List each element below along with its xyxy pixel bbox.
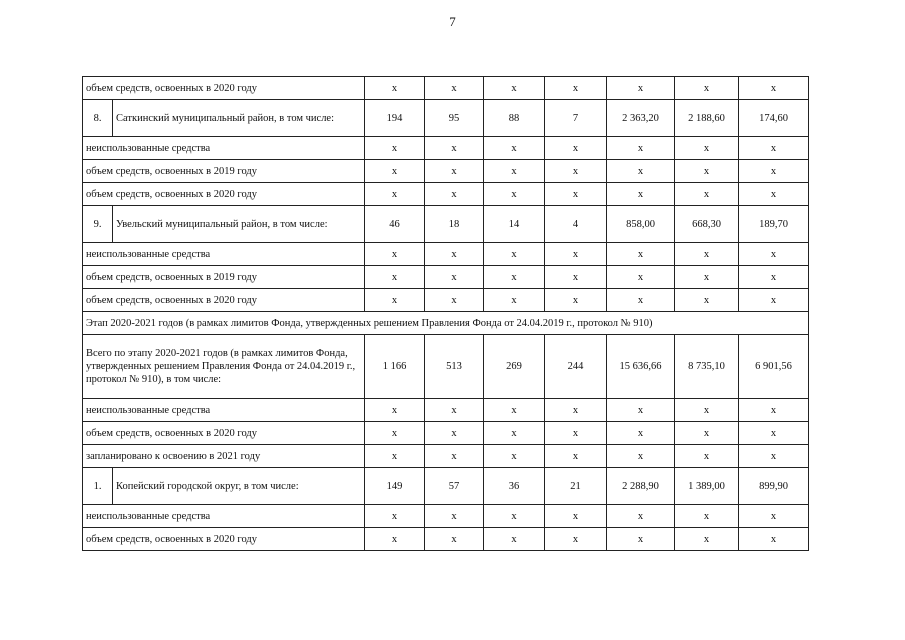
value-cell: 7 bbox=[545, 100, 607, 137]
value-cell: x bbox=[425, 289, 484, 312]
value-cell: 858,00 bbox=[607, 206, 675, 243]
value-cell: x bbox=[739, 77, 809, 100]
row-label: объем средств, освоенных в 2020 году bbox=[83, 289, 365, 312]
value-cell: 244 bbox=[545, 335, 607, 399]
value-cell: x bbox=[739, 137, 809, 160]
row-label: неиспользованные средства bbox=[83, 243, 365, 266]
value-cell: x bbox=[675, 445, 739, 468]
value-cell: x bbox=[607, 445, 675, 468]
value-cell: x bbox=[425, 77, 484, 100]
sub-row bbox=[83, 137, 809, 160]
value-cell: x bbox=[365, 77, 425, 100]
value-cell: 15 636,66 bbox=[607, 335, 675, 399]
value-cell: x bbox=[365, 289, 425, 312]
value-cell: 189,70 bbox=[739, 206, 809, 243]
value-cell: 174,60 bbox=[739, 100, 809, 137]
sub-row bbox=[83, 505, 809, 528]
sub-row bbox=[83, 289, 809, 312]
value-cell: x bbox=[425, 266, 484, 289]
program-table bbox=[82, 76, 809, 551]
value-cell: 46 bbox=[365, 206, 425, 243]
value-cell: x bbox=[484, 243, 545, 266]
value-cell: 8 735,10 bbox=[675, 335, 739, 399]
value-cell: x bbox=[607, 289, 675, 312]
row-label: объем средств, освоенных в 2020 году bbox=[83, 528, 365, 551]
value-cell: x bbox=[545, 137, 607, 160]
row-label: неиспользованные средства bbox=[83, 399, 365, 422]
value-cell: x bbox=[607, 266, 675, 289]
value-cell: 194 bbox=[365, 100, 425, 137]
value-cell: 95 bbox=[425, 100, 484, 137]
value-cell: x bbox=[484, 289, 545, 312]
value-cell: x bbox=[484, 160, 545, 183]
municipality-row bbox=[83, 100, 809, 137]
value-cell: x bbox=[607, 399, 675, 422]
sub-row bbox=[83, 183, 809, 206]
value-cell: 6 901,56 bbox=[739, 335, 809, 399]
value-cell: x bbox=[425, 445, 484, 468]
value-cell: x bbox=[675, 266, 739, 289]
value-cell: x bbox=[607, 505, 675, 528]
value-cell: x bbox=[425, 243, 484, 266]
row-label: объем средств, освоенных в 2019 году bbox=[83, 266, 365, 289]
value-cell: x bbox=[545, 422, 607, 445]
value-cell: x bbox=[739, 445, 809, 468]
value-cell: x bbox=[484, 399, 545, 422]
value-cell: x bbox=[607, 77, 675, 100]
sub-row bbox=[83, 266, 809, 289]
row-index: 9. bbox=[83, 206, 113, 243]
value-cell: x bbox=[545, 399, 607, 422]
row-label: Копейский городской округ, в том числе: bbox=[113, 468, 365, 505]
value-cell: x bbox=[739, 183, 809, 206]
value-cell: x bbox=[425, 505, 484, 528]
value-cell: x bbox=[545, 183, 607, 206]
value-cell: x bbox=[425, 183, 484, 206]
value-cell: x bbox=[545, 505, 607, 528]
value-cell: x bbox=[739, 243, 809, 266]
sub-row bbox=[83, 160, 809, 183]
value-cell: 36 bbox=[484, 468, 545, 505]
value-cell: x bbox=[739, 289, 809, 312]
value-cell: x bbox=[739, 528, 809, 551]
value-cell: x bbox=[545, 160, 607, 183]
value-cell: x bbox=[545, 528, 607, 551]
sub-row bbox=[83, 77, 809, 100]
value-cell: 1 166 bbox=[365, 335, 425, 399]
value-cell: 18 bbox=[425, 206, 484, 243]
value-cell: 2 288,90 bbox=[607, 468, 675, 505]
value-cell: x bbox=[607, 243, 675, 266]
value-cell: x bbox=[675, 399, 739, 422]
value-cell: x bbox=[607, 422, 675, 445]
value-cell: x bbox=[365, 445, 425, 468]
sub-row bbox=[83, 422, 809, 445]
value-cell: 668,30 bbox=[675, 206, 739, 243]
value-cell: x bbox=[545, 243, 607, 266]
value-cell: 4 bbox=[545, 206, 607, 243]
value-cell: 57 bbox=[425, 468, 484, 505]
row-index: 1. bbox=[83, 468, 113, 505]
value-cell: x bbox=[484, 422, 545, 445]
value-cell: x bbox=[675, 505, 739, 528]
sub-row bbox=[83, 399, 809, 422]
value-cell: x bbox=[739, 160, 809, 183]
value-cell: 149 bbox=[365, 468, 425, 505]
row-label: запланировано к освоению в 2021 году bbox=[83, 445, 365, 468]
value-cell: 1 389,00 bbox=[675, 468, 739, 505]
value-cell: x bbox=[365, 160, 425, 183]
value-cell: 899,90 bbox=[739, 468, 809, 505]
value-cell: x bbox=[484, 505, 545, 528]
value-cell: x bbox=[365, 422, 425, 445]
row-label: Саткинский муниципальный район, в том числе: bbox=[113, 100, 365, 137]
sub-row bbox=[83, 528, 809, 551]
sub-row bbox=[83, 445, 809, 468]
value-cell: x bbox=[545, 445, 607, 468]
value-cell: x bbox=[484, 183, 545, 206]
value-cell: x bbox=[607, 528, 675, 551]
value-cell: x bbox=[607, 160, 675, 183]
value-cell: x bbox=[425, 137, 484, 160]
stage-header-row bbox=[83, 312, 809, 335]
value-cell: x bbox=[425, 528, 484, 551]
row-label: Всего по этапу 2020-2021 годов (в рамках лимитов Фонда, утвержденных решением Правления Фонда от 24.04.2019 г., протокол № 910), в том числе: bbox=[83, 335, 365, 399]
value-cell: x bbox=[365, 243, 425, 266]
value-cell: x bbox=[675, 289, 739, 312]
value-cell: x bbox=[675, 183, 739, 206]
row-label: неиспользованные средства bbox=[83, 505, 365, 528]
value-cell: 21 bbox=[545, 468, 607, 505]
value-cell: x bbox=[675, 137, 739, 160]
value-cell: x bbox=[484, 137, 545, 160]
value-cell: x bbox=[607, 137, 675, 160]
value-cell: x bbox=[484, 77, 545, 100]
value-cell: x bbox=[365, 137, 425, 160]
value-cell: x bbox=[484, 445, 545, 468]
row-label: объем средств, освоенных в 2020 году bbox=[83, 77, 365, 100]
value-cell: x bbox=[365, 399, 425, 422]
row-label: объем средств, освоенных в 2020 году bbox=[83, 422, 365, 445]
stage-total-row bbox=[83, 335, 809, 399]
value-cell: x bbox=[607, 183, 675, 206]
value-cell: x bbox=[675, 160, 739, 183]
value-cell: x bbox=[739, 266, 809, 289]
row-index: 8. bbox=[83, 100, 113, 137]
value-cell: 14 bbox=[484, 206, 545, 243]
value-cell: x bbox=[365, 266, 425, 289]
value-cell: x bbox=[739, 422, 809, 445]
value-cell: x bbox=[675, 422, 739, 445]
value-cell: x bbox=[739, 505, 809, 528]
value-cell: 269 bbox=[484, 335, 545, 399]
stage-label: Этап 2020-2021 годов (в рамках лимитов Фонда, утвержденных решением Правления Фонда от 24.04.2019 г., протокол № 910) bbox=[83, 312, 809, 335]
value-cell: x bbox=[365, 505, 425, 528]
value-cell: x bbox=[675, 243, 739, 266]
value-cell: x bbox=[425, 399, 484, 422]
row-label: объем средств, освоенных в 2019 году bbox=[83, 160, 365, 183]
value-cell: x bbox=[365, 183, 425, 206]
value-cell: x bbox=[675, 528, 739, 551]
value-cell: 88 bbox=[484, 100, 545, 137]
value-cell: x bbox=[739, 399, 809, 422]
page-number: 7 bbox=[449, 14, 456, 29]
value-cell: x bbox=[545, 289, 607, 312]
municipality-row bbox=[83, 206, 809, 243]
value-cell: x bbox=[425, 422, 484, 445]
value-cell: 513 bbox=[425, 335, 484, 399]
value-cell: x bbox=[545, 266, 607, 289]
sub-row bbox=[83, 243, 809, 266]
municipality-row bbox=[83, 468, 809, 505]
value-cell: x bbox=[484, 528, 545, 551]
value-cell: x bbox=[675, 77, 739, 100]
value-cell: 2 363,20 bbox=[607, 100, 675, 137]
value-cell: 2 188,60 bbox=[675, 100, 739, 137]
value-cell: x bbox=[545, 77, 607, 100]
value-cell: x bbox=[425, 160, 484, 183]
row-label: объем средств, освоенных в 2020 году bbox=[83, 183, 365, 206]
row-label: Увельский муниципальный район, в том числе: bbox=[113, 206, 365, 243]
row-label: неиспользованные средства bbox=[83, 137, 365, 160]
value-cell: x bbox=[484, 266, 545, 289]
value-cell: x bbox=[365, 528, 425, 551]
